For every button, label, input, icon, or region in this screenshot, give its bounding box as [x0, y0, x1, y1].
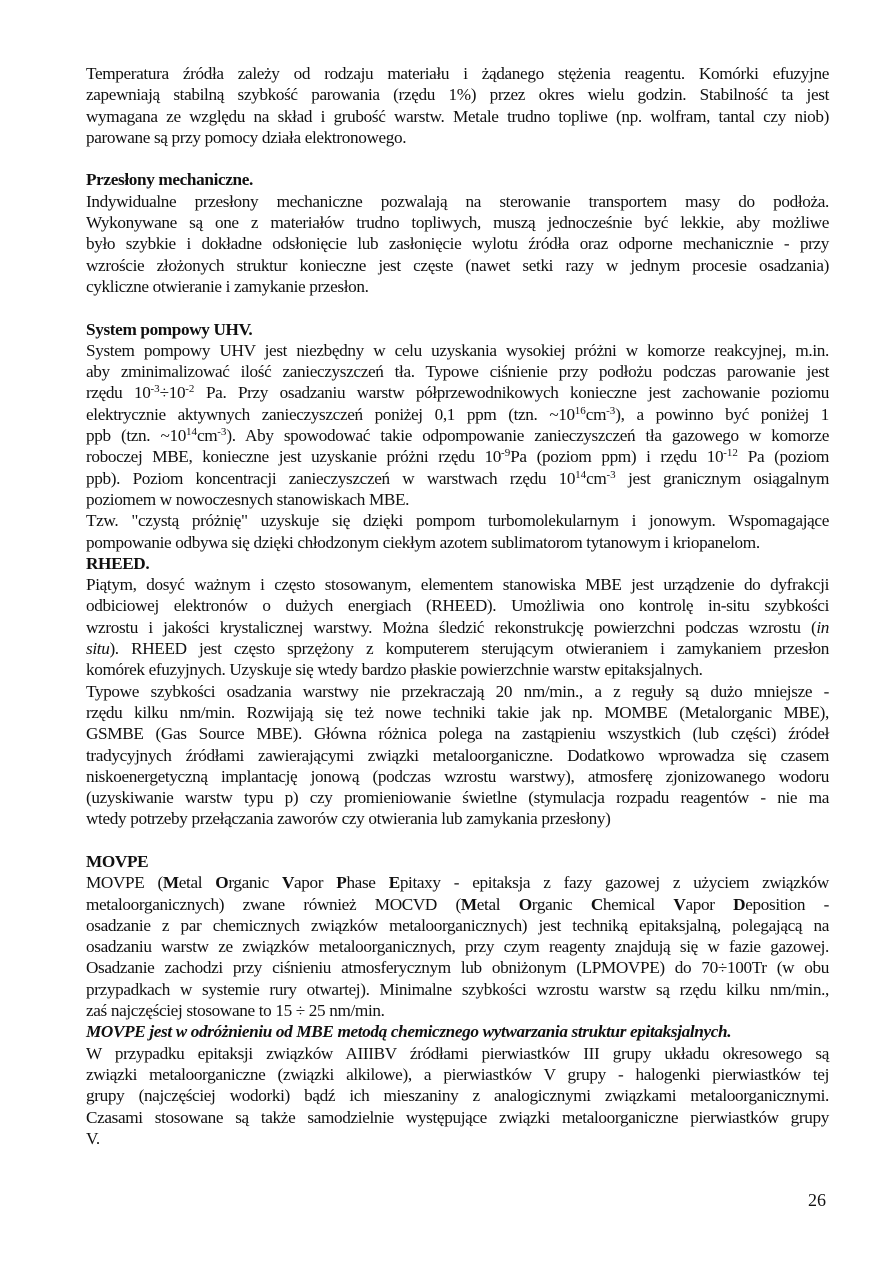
text-line: niskoenergetyczną implantację jonową (podczas wzrostu warstwy), atmosferę zjonizowanego wodoru [86, 766, 829, 786]
section-shutters [86, 169, 829, 297]
text-line: Czasami stosowane są także samodzielnie występujące związki metaloorganiczne pierwiastków grupy [86, 1107, 829, 1127]
text-line: metaloorganicznych) zwane również MOCVD (Metal Organic Chemical Vapor Deposition - [86, 894, 829, 914]
text-line: MOVPE (Metal Organic Vapor Phase Epitaxy - epitaksja z fazy gazowej z użyciem związków [86, 873, 829, 893]
text-line: elektrycznie aktywnych zanieczyszczeń poniżej 0,1 ppm (tzn. $\sim 10^{16}cm^{-3}$), a powinno być poniżej 1 [86, 404, 829, 424]
section-heading: MOVPE [86, 851, 149, 871]
text-line: pompowanie odbywa się dzięki chłodzonym ciekłym azotem sublimatorom tytanowym i kriopanelom. [86, 532, 760, 552]
page-number: 26 [808, 1190, 826, 1210]
text-line: Temperatura źródła zależy od rodzaju materiału i żądanego stężenia reagentu. Komórki efuzyjne [86, 64, 829, 83]
text-line: roboczej MBE, konieczne jest uzyskanie próżni rzędu $10^{-9}Pa$ (poziom ppm) i rzędu $10^{-12}$ Pa (poziom [86, 447, 829, 467]
text-line: aby zminimalizować ilość zanieczyszczeń tła. Typowe ciśnienie przy podłożu podczas parowanie jest [86, 362, 829, 382]
text-line: System pompowy UHV jest niezbędny w celu uzyskania wysokiej próżni w komorze reakcyjnej, m.in. [86, 340, 829, 360]
text-line: rzędu kilku nm/min. Rozwijają się też nowe techniki takie jak np. MOMBE (Metalorganic MBE), [86, 702, 829, 722]
text-line: odbiciowej elektronów o dużych energiach (RHEED). Umożliwia ono kontrolę in-situ szybkości [86, 596, 829, 616]
text-line: parowane są przy pomocy działa elektronowego. [86, 127, 407, 147]
text-line: rzędu $10^{-3}\div 10^{-2}$ Pa. Przy osadzaniu warstw półprzewodnikowych konieczne jest zachowanie poziomu [86, 383, 829, 403]
text-line: Typowe szybkości osadzania warstwy nie przekraczają 20 nm/min., a z reguły są dużo mniejsze - [86, 681, 829, 701]
text-line: V. [86, 1128, 100, 1148]
text-line: było szybkie i dokładne odsłonięcie lub zasłonięcie wylotu źródła oraz odporne mechanicznie - przy [86, 234, 829, 254]
section-uhv [86, 319, 829, 553]
text-line: ppb (tzn. $\sim 10^{14}cm^{-3}$). Aby spowodować takie odpompowanie zanieczyszczeń tła gazowego w komorze [86, 426, 829, 446]
text-line: grupy (najczęściej wodorki) bądź ich mieszaniny z analogicznymi związkami metaloorganicznymi. [86, 1086, 829, 1106]
text-line: GSMBE (Gas Source MBE). Główna różnica polega na zastąpieniu wszystkich (lub części) źródeł [86, 724, 829, 744]
text-line: situ). RHEED jest często sprzężony z komputerem sterującym otwieraniem i zamykaniem przesłon [86, 639, 829, 659]
text-line: wymagana ze względu na skład i grubość warstw. Metale trudno topliwe (np. wolfram, tantal czy niob) [86, 106, 829, 126]
document-page [86, 63, 829, 1149]
section-heading: Przesłony mechaniczne. [86, 170, 253, 190]
section-rheed [86, 553, 829, 830]
text-line: (uzyskiwanie warstw typu p) czy promieniowanie świetlne (stymulacja rozpadu reagentów - nie ma [86, 788, 829, 808]
text-line: komórek efuzyjnych. Uzyskuje się wtedy bardzo płaskie powierzchnie warstw epitaksjalnych. [86, 660, 703, 680]
text-line: zapewniają stabilną szybkość parowania (rzędu 1%) przez okres wielu godzin. Stabilność ta jest [86, 85, 829, 105]
text-line: Indywidualne przesłony mechaniczne pozwalają na sterowanie transportem masy do podłoża. [86, 191, 829, 211]
text-line: zaś najczęściej stosowane to 15 ÷ 25 nm/min. [86, 1001, 385, 1021]
text-line: przypadkach w systemie rury otwartej). Minimalne szybkości wzrostu warstw są rzędu kilku nm/min., [86, 979, 829, 999]
text-line: Piątym, dosyć ważnym i często stosowanym, elementem stanowiska MBE jest urządzenie do dyfrakcji [86, 575, 829, 595]
text-line: wzrostu i jakości krystalicznej warstwy. Można śledzić rekonstrukcję powierzchni podczas wzrostu (in [86, 617, 829, 637]
text-line: osadzanie z par chemicznych związków metaloorganicznych) jest techniką epitaksjalną, polegającą na [86, 915, 829, 935]
text-line: osadzaniu warstw ze związków metaloorganicznych, przy czym reagenty znajdują się w fazie gazowej. [86, 937, 829, 957]
text-line: ppb). Poziom koncentracji zanieczyszczeń w warstwach rzędu $10^{14}cm^{-3}$ jest granicznym osiągalnym [86, 468, 829, 488]
text-line: poziomem w nowoczesnych stanowiskach MBE. [86, 489, 410, 509]
section-heading: RHEED. [86, 553, 150, 573]
text-line: wzroście złożonych struktur konieczne jest częste (nawet setki razy w jednym procesie osadzania) [86, 255, 829, 275]
text-line: wtedy potrzeby przełączania zaworów czy otwierania lub zamykania przesłony) [86, 809, 611, 829]
paragraph-temperature [86, 63, 829, 148]
emphasis-statement: MOVPE jest w odróżnieniu od MBE metodą chemicznego wytwarzania struktur epitaksjalnych. [86, 1022, 732, 1042]
text-line: związki metaloorganiczne (związki alkilowe), a pierwiastków V grupy - halogenki pierwiastków tej [86, 1064, 829, 1084]
section-movpe [86, 851, 829, 1149]
section-heading: System pompowy UHV. [86, 319, 253, 339]
text-line: Wykonywane są one z materiałów trudno topliwych, muszą jednocześnie być lekkie, aby możliwe [86, 213, 829, 233]
text-line: cykliczne otwieranie i zamykanie przesłon. [86, 276, 369, 296]
text-line: Osadzanie zachodzi przy ciśnieniu atmosferycznym lub obniżonym (LPMOVPE) do 70÷100Tr (w obu [86, 958, 829, 978]
text-line: tradycyjnych źródłami zawierającymi związki metaloorganiczne. Dodatkowo wprowadza się czasem [86, 745, 829, 765]
text-line: Tzw. "czystą próżnię" uzyskuje się dzięki pompom turbomolekularnym i jonowym. Wspomagające [86, 511, 829, 531]
text-line: W przypadku epitaksji związków AIIIBV źródłami pierwiastków III grupy układu okresowego są [86, 1043, 829, 1063]
